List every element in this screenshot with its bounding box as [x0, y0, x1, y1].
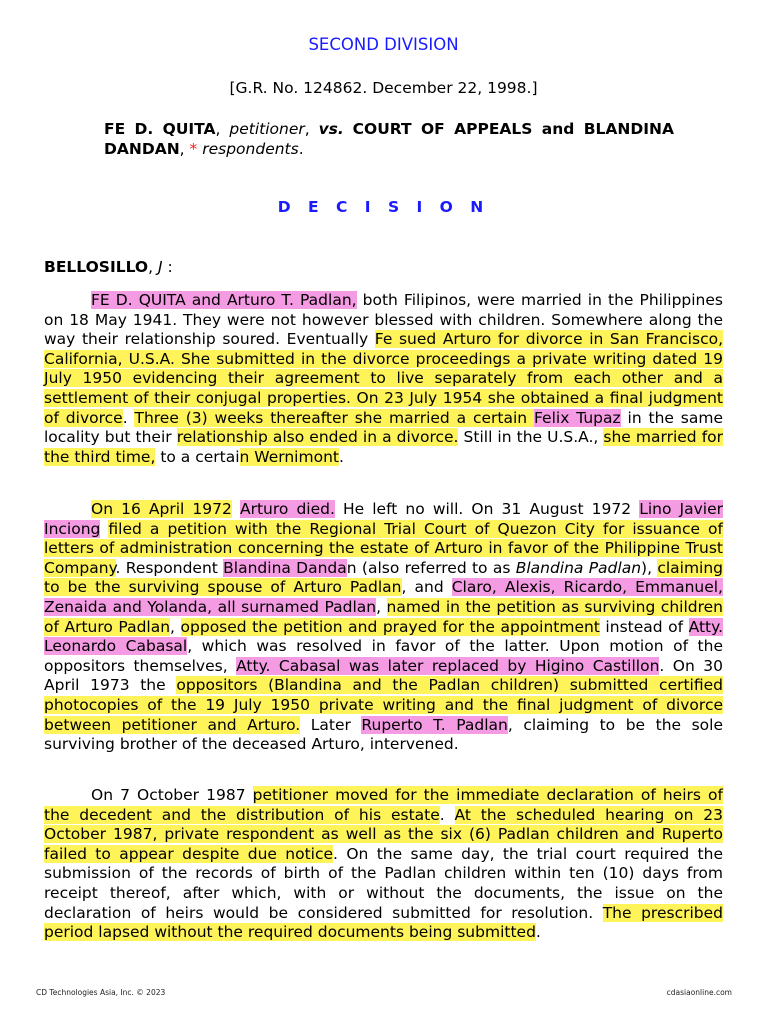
- text-run: , and: [401, 578, 452, 597]
- text-run: ,: [170, 617, 181, 636]
- text-run: instead of: [599, 617, 689, 636]
- text-run: .: [338, 447, 344, 466]
- highlight-pink: Lino Javier Inciong: [44, 500, 723, 538]
- italic-text: Blandina Padlan: [515, 558, 642, 577]
- highlight-yellow: petitioner moved for the immediate declaration of heirs of the decedent and the distribution of his estate: [44, 786, 723, 824]
- body-paragraph-3: [44, 786, 723, 943]
- highlight-yellow: On 16 April 1972: [91, 500, 232, 518]
- footer-site: cdasiaonline.com: [666, 988, 732, 997]
- petitioner-role: petitioner: [229, 120, 305, 138]
- highlight-yellow: claiming to be the surviving spouse of Arturo Padlan: [44, 558, 724, 597]
- ponente: BELLOSILLO, J :: [44, 258, 173, 276]
- highlight-yellow: n Wernimont: [239, 447, 339, 466]
- highlight-pink: FE D. QUITA and Arturo T. Padlan,: [91, 291, 357, 309]
- highlight-yellow: she married for the third time,: [44, 428, 724, 466]
- text-run: both Filipinos, were married in the Philippines on 18 May 1941. They were not however blessed with children. Somewhere along the way their relationship soured. Eventually: [44, 291, 723, 349]
- highlight-yellow: relationship also ended in a divorce.: [176, 428, 459, 447]
- text-run: .: [535, 923, 541, 942]
- text-run: On 7 October 1987: [91, 786, 253, 804]
- text-run: . Respondent: [115, 558, 224, 577]
- text-run: ,: [376, 597, 387, 616]
- text-run: .: [122, 408, 135, 427]
- highlight-yellow: Fe sued Arturo for divorce in San Francisco, California, U.S.A. She submitted in the divorce proceedings a private writing dated 19 July 1950 evidencing their agreement to live separately from each other and a settlement of their conjugal properties. On 23 July 1954 she obtained a final judgment of divorce: [44, 330, 723, 427]
- highlight-pink: Atty. Leonardo Cabasal: [44, 617, 724, 656]
- highlight-pink: Felix Tupaz: [533, 408, 621, 427]
- highlight-pink: Arturo died.: [239, 500, 335, 518]
- highlight-yellow: filed a petition with the Regional Trial Court of Quezon City for issuance of letters of administration concerning the estate of Arturo in favor of the Philippine Trust Company: [44, 519, 723, 577]
- highlight-yellow: The prescribed period lapsed without the required documents being submitted: [44, 903, 723, 942]
- text-run: . On the same day, the trial court required the submission of the records of birth of the Padlan children within ten (10) days from receipt thereof, after which, with or without the documents, the issue on the declaration of heirs would be considered submitted for resolution.: [44, 844, 723, 922]
- versus-text: vs.: [318, 120, 344, 138]
- respondent-role: respondents: [202, 139, 299, 158]
- text-run: Still in the U.S.A.,: [458, 428, 604, 447]
- highlight-yellow: Three (3) weeks thereafter she married a certain: [134, 408, 534, 427]
- highlight-yellow: oppositors (Blandina and the Padlan children) submitted certified photocopies of the 19 July 1950 private writing and the final judgment of divorce between petitioner and Arturo.: [44, 676, 723, 734]
- highlight-pink: Atty. Cabasal was later replaced by Higino Castillon: [236, 656, 660, 675]
- text-run: , claiming to be the sole surviving brother of the deceased Arturo, intervened.: [44, 715, 723, 754]
- highlight-yellow: named in the petition as surviving children of Arturo Padlan: [44, 597, 723, 636]
- ponente-suffix: J: [157, 258, 163, 276]
- text-run: in the same locality but their: [44, 408, 723, 447]
- text-run: . On 30 April 1973 the: [44, 656, 723, 695]
- footer-copyright: CD Technologies Asia, Inc. © 2023: [36, 988, 166, 997]
- footnote-asterisk[interactable]: *: [189, 139, 198, 158]
- text-run: .: [439, 805, 455, 824]
- text-run: , which was resolved in favor of the latter. Upon motion of the oppositors themselves,: [44, 637, 723, 675]
- case-parties: FE D. QUITA, petitioner, vs. COURT OF APPEALS and BLANDINA DANDAN, * respondents.: [104, 120, 675, 158]
- highlight-yellow: At the scheduled hearing on 23 October 1987, private respondent as well as the six (6) Padlan children and Ruperto failed to appear despite due notice: [44, 805, 723, 863]
- case-number: [G.R. No. 124862. December 22, 1998.]: [229, 79, 538, 97]
- division-heading: SECOND DIVISION: [308, 35, 459, 54]
- highlight-pink: Ruperto T. Padlan: [361, 715, 508, 734]
- respondent-names: COURT OF APPEALS and BLANDINA DANDAN: [104, 120, 675, 158]
- ponente-name: BELLOSILLO: [44, 258, 149, 276]
- text-run: Later: [300, 715, 362, 734]
- highlight-pink: Claro, Alexis, Ricardo, Emmanuel, Zenaida and Yolanda, all surnamed Padlan: [44, 578, 723, 616]
- text-run: [232, 500, 240, 518]
- text-run: n (also referred to as: [346, 558, 516, 577]
- highlight-yellow: opposed the petition and prayed for the appointment: [180, 617, 600, 636]
- text-run: ),: [641, 558, 658, 577]
- text-run: He left no will. On 31 August 1972: [334, 500, 640, 518]
- highlight-pink: Blandina Danda: [223, 558, 347, 577]
- text-run: to a certai: [155, 447, 240, 466]
- body-paragraph-1: [44, 291, 723, 467]
- decision-heading: D E C I S I O N: [277, 198, 490, 216]
- petitioner-name: FE D. QUITA: [104, 120, 216, 138]
- body-paragraph-2: [44, 500, 723, 755]
